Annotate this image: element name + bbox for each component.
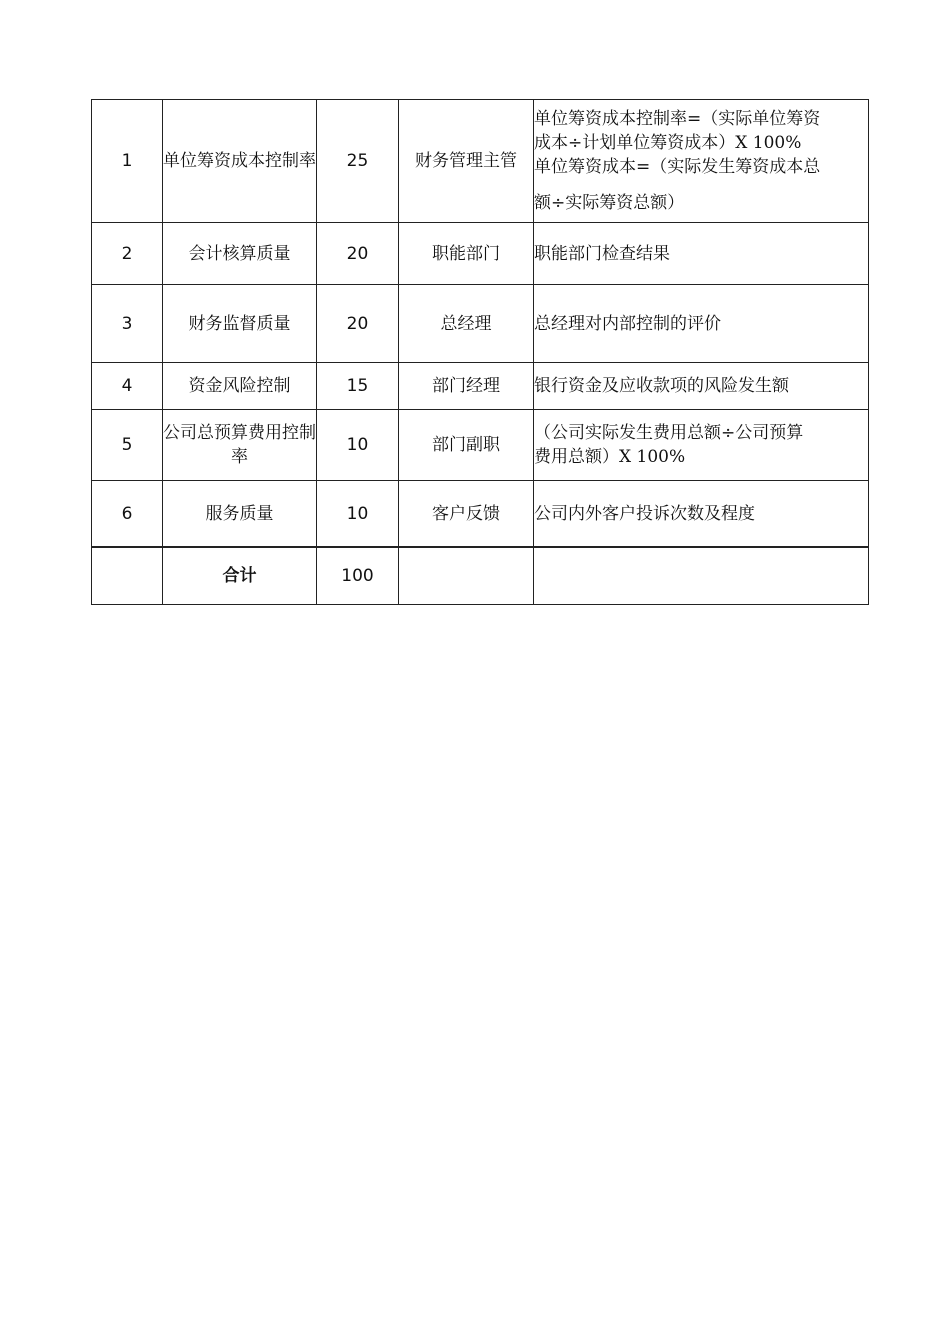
- kpi-name: 公司总预算费用控制率: [163, 410, 317, 481]
- kpi-description: [534, 410, 869, 481]
- table-row: [92, 410, 869, 481]
- description-line: 费用总额）X 100%: [534, 447, 686, 467]
- total-description-cell: [534, 547, 869, 605]
- row-number: 2: [92, 223, 163, 285]
- kpi-weight: 10: [317, 410, 399, 481]
- total-weight: 100: [317, 547, 399, 605]
- description-line: 职能部门检查结果: [534, 243, 670, 264]
- kpi-source: 财务管理主管: [399, 100, 534, 223]
- kpi-name: 服务质量: [163, 481, 317, 548]
- kpi-weight: 25: [317, 100, 399, 223]
- kpi-weight: 10: [317, 481, 399, 548]
- row-number: 3: [92, 285, 163, 363]
- description-line: 单位筹资成本=（实际发生筹资成本总: [534, 157, 821, 177]
- table-row: [92, 481, 869, 548]
- total-number-cell: [92, 547, 163, 605]
- row-number: 5: [92, 410, 163, 481]
- row-number: 1: [92, 100, 163, 223]
- kpi-source: 客户反馈: [399, 481, 534, 548]
- kpi-description: [534, 100, 869, 223]
- description-line: 银行资金及应收款项的风险发生额: [534, 376, 789, 396]
- kpi-source: 部门副职: [399, 410, 534, 481]
- total-label: 合计: [163, 547, 317, 605]
- description-line: 公司内外客户投诉次数及程度: [534, 503, 755, 524]
- row-number: 6: [92, 481, 163, 548]
- table-row: [92, 223, 869, 285]
- kpi-weight: 20: [317, 223, 399, 285]
- kpi-table: [91, 99, 869, 605]
- total-source-cell: [399, 547, 534, 605]
- total-row: [92, 547, 869, 605]
- kpi-name: 财务监督质量: [163, 285, 317, 363]
- kpi-name: 会计核算质量: [163, 223, 317, 285]
- kpi-weight: 15: [317, 363, 399, 410]
- description-line: 单位筹资成本控制率=（实际单位筹资: [534, 109, 821, 129]
- kpi-name: 资金风险控制: [163, 363, 317, 410]
- kpi-description: [534, 285, 869, 363]
- kpi-description: [534, 223, 869, 285]
- kpi-source: 总经理: [399, 285, 534, 363]
- table-row: [92, 285, 869, 363]
- kpi-description: [534, 481, 869, 548]
- table-row: [92, 363, 869, 410]
- description-line: （公司实际发生费用总额÷公司预算: [534, 423, 804, 443]
- kpi-source: 职能部门: [399, 223, 534, 285]
- kpi-name: 单位筹资成本控制率: [163, 100, 317, 223]
- kpi-weight: 20: [317, 285, 399, 363]
- kpi-source: 部门经理: [399, 363, 534, 410]
- description-line: 总经理对内部控制的评价: [534, 313, 721, 334]
- description-line: 额÷实际筹资总额）: [534, 193, 685, 213]
- row-number: 4: [92, 363, 163, 410]
- kpi-description: [534, 363, 869, 410]
- description-line: 成本÷计划单位筹资成本）X 100%: [534, 133, 802, 153]
- table-row: [92, 100, 869, 223]
